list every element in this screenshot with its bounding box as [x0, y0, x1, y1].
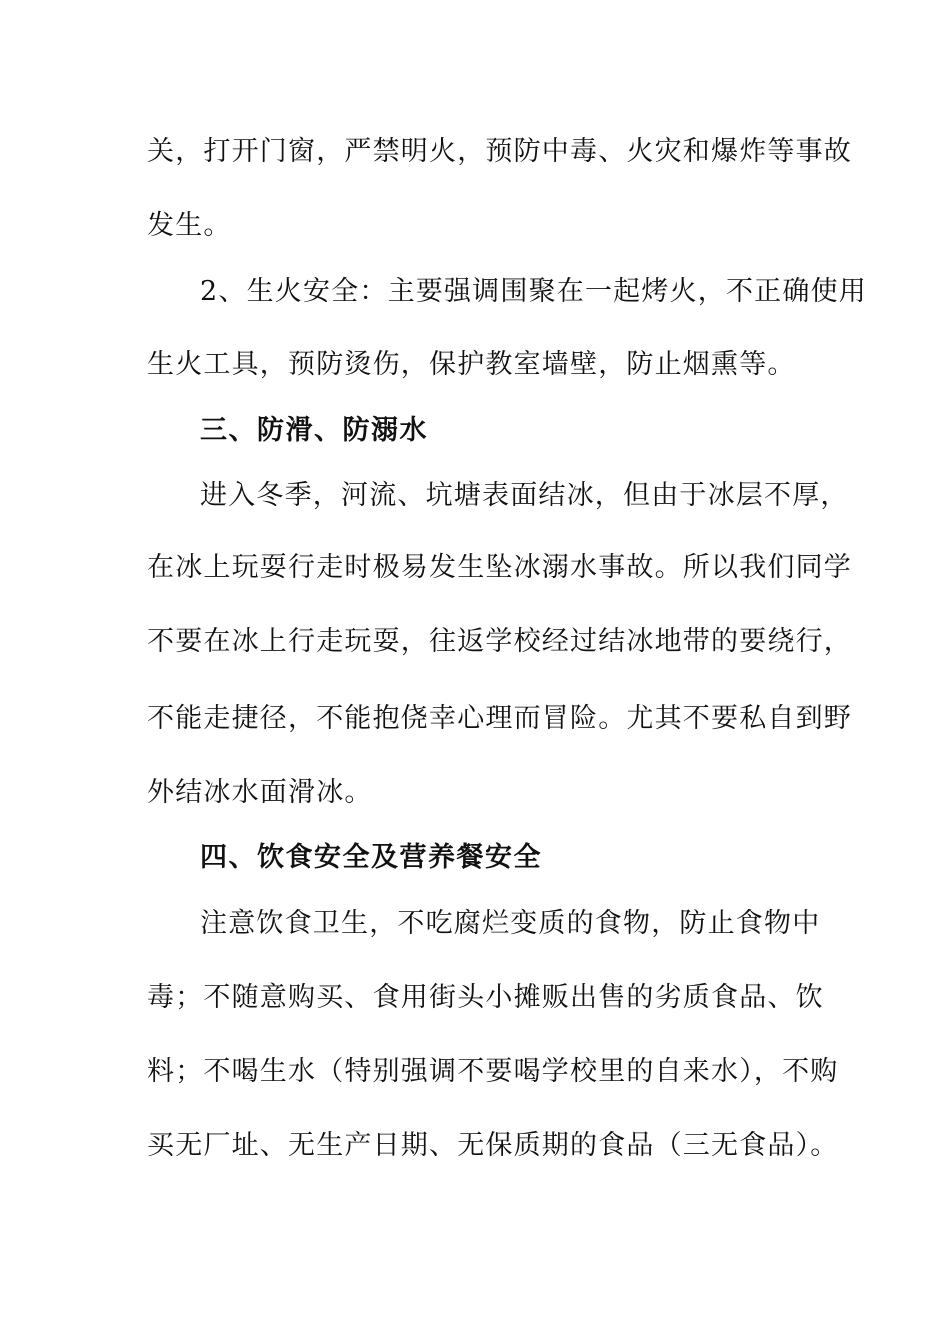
paragraph-line: 2、生火安全：主要强调围聚在一起烤火，不正确使用 — [200, 276, 867, 307]
paragraph-line: 不能走捷径，不能抱侥幸心理而冒险。尤其不要私自到野 — [147, 703, 852, 734]
paragraph-line: 注意饮食卫生，不吃腐烂变质的食物，防止食物中 — [200, 908, 821, 939]
section-heading: 四、饮食安全及营养餐安全 — [200, 842, 542, 873]
paragraph-line: 料；不喝生水（特别强调不要喝学校里的自来水），不购 — [147, 1056, 839, 1087]
paragraph-line: 关，打开门窗，严禁明火，预防中毒、火灾和爆炸等事故 — [147, 136, 852, 167]
paragraph-line: 外结冰水面滑冰。 — [147, 777, 373, 808]
paragraph-line: 发生。 — [147, 210, 232, 241]
paragraph-line: 在冰上玩耍行走时极易发生坠冰溺水事故。所以我们同学 — [147, 552, 852, 583]
paragraph-line: 不要在冰上行走玩耍，往返学校经过结冰地带的要绕行， — [147, 626, 852, 657]
paragraph-line: 生火工具，预防烫伤，保护教室墙壁，防止烟熏等。 — [147, 349, 796, 380]
paragraph-line: 买无厂址、无生产日期、无保质期的食品（三无食品）。 — [147, 1130, 839, 1161]
paragraph-line: 进入冬季，河流、坑塘表面结冰，但由于冰层不厚， — [200, 480, 849, 511]
paragraph-line: 毒；不随意购买、食用街头小摊贩出售的劣质食品、饮 — [147, 982, 824, 1013]
section-heading: 三、防滑、防溺水 — [200, 415, 428, 446]
